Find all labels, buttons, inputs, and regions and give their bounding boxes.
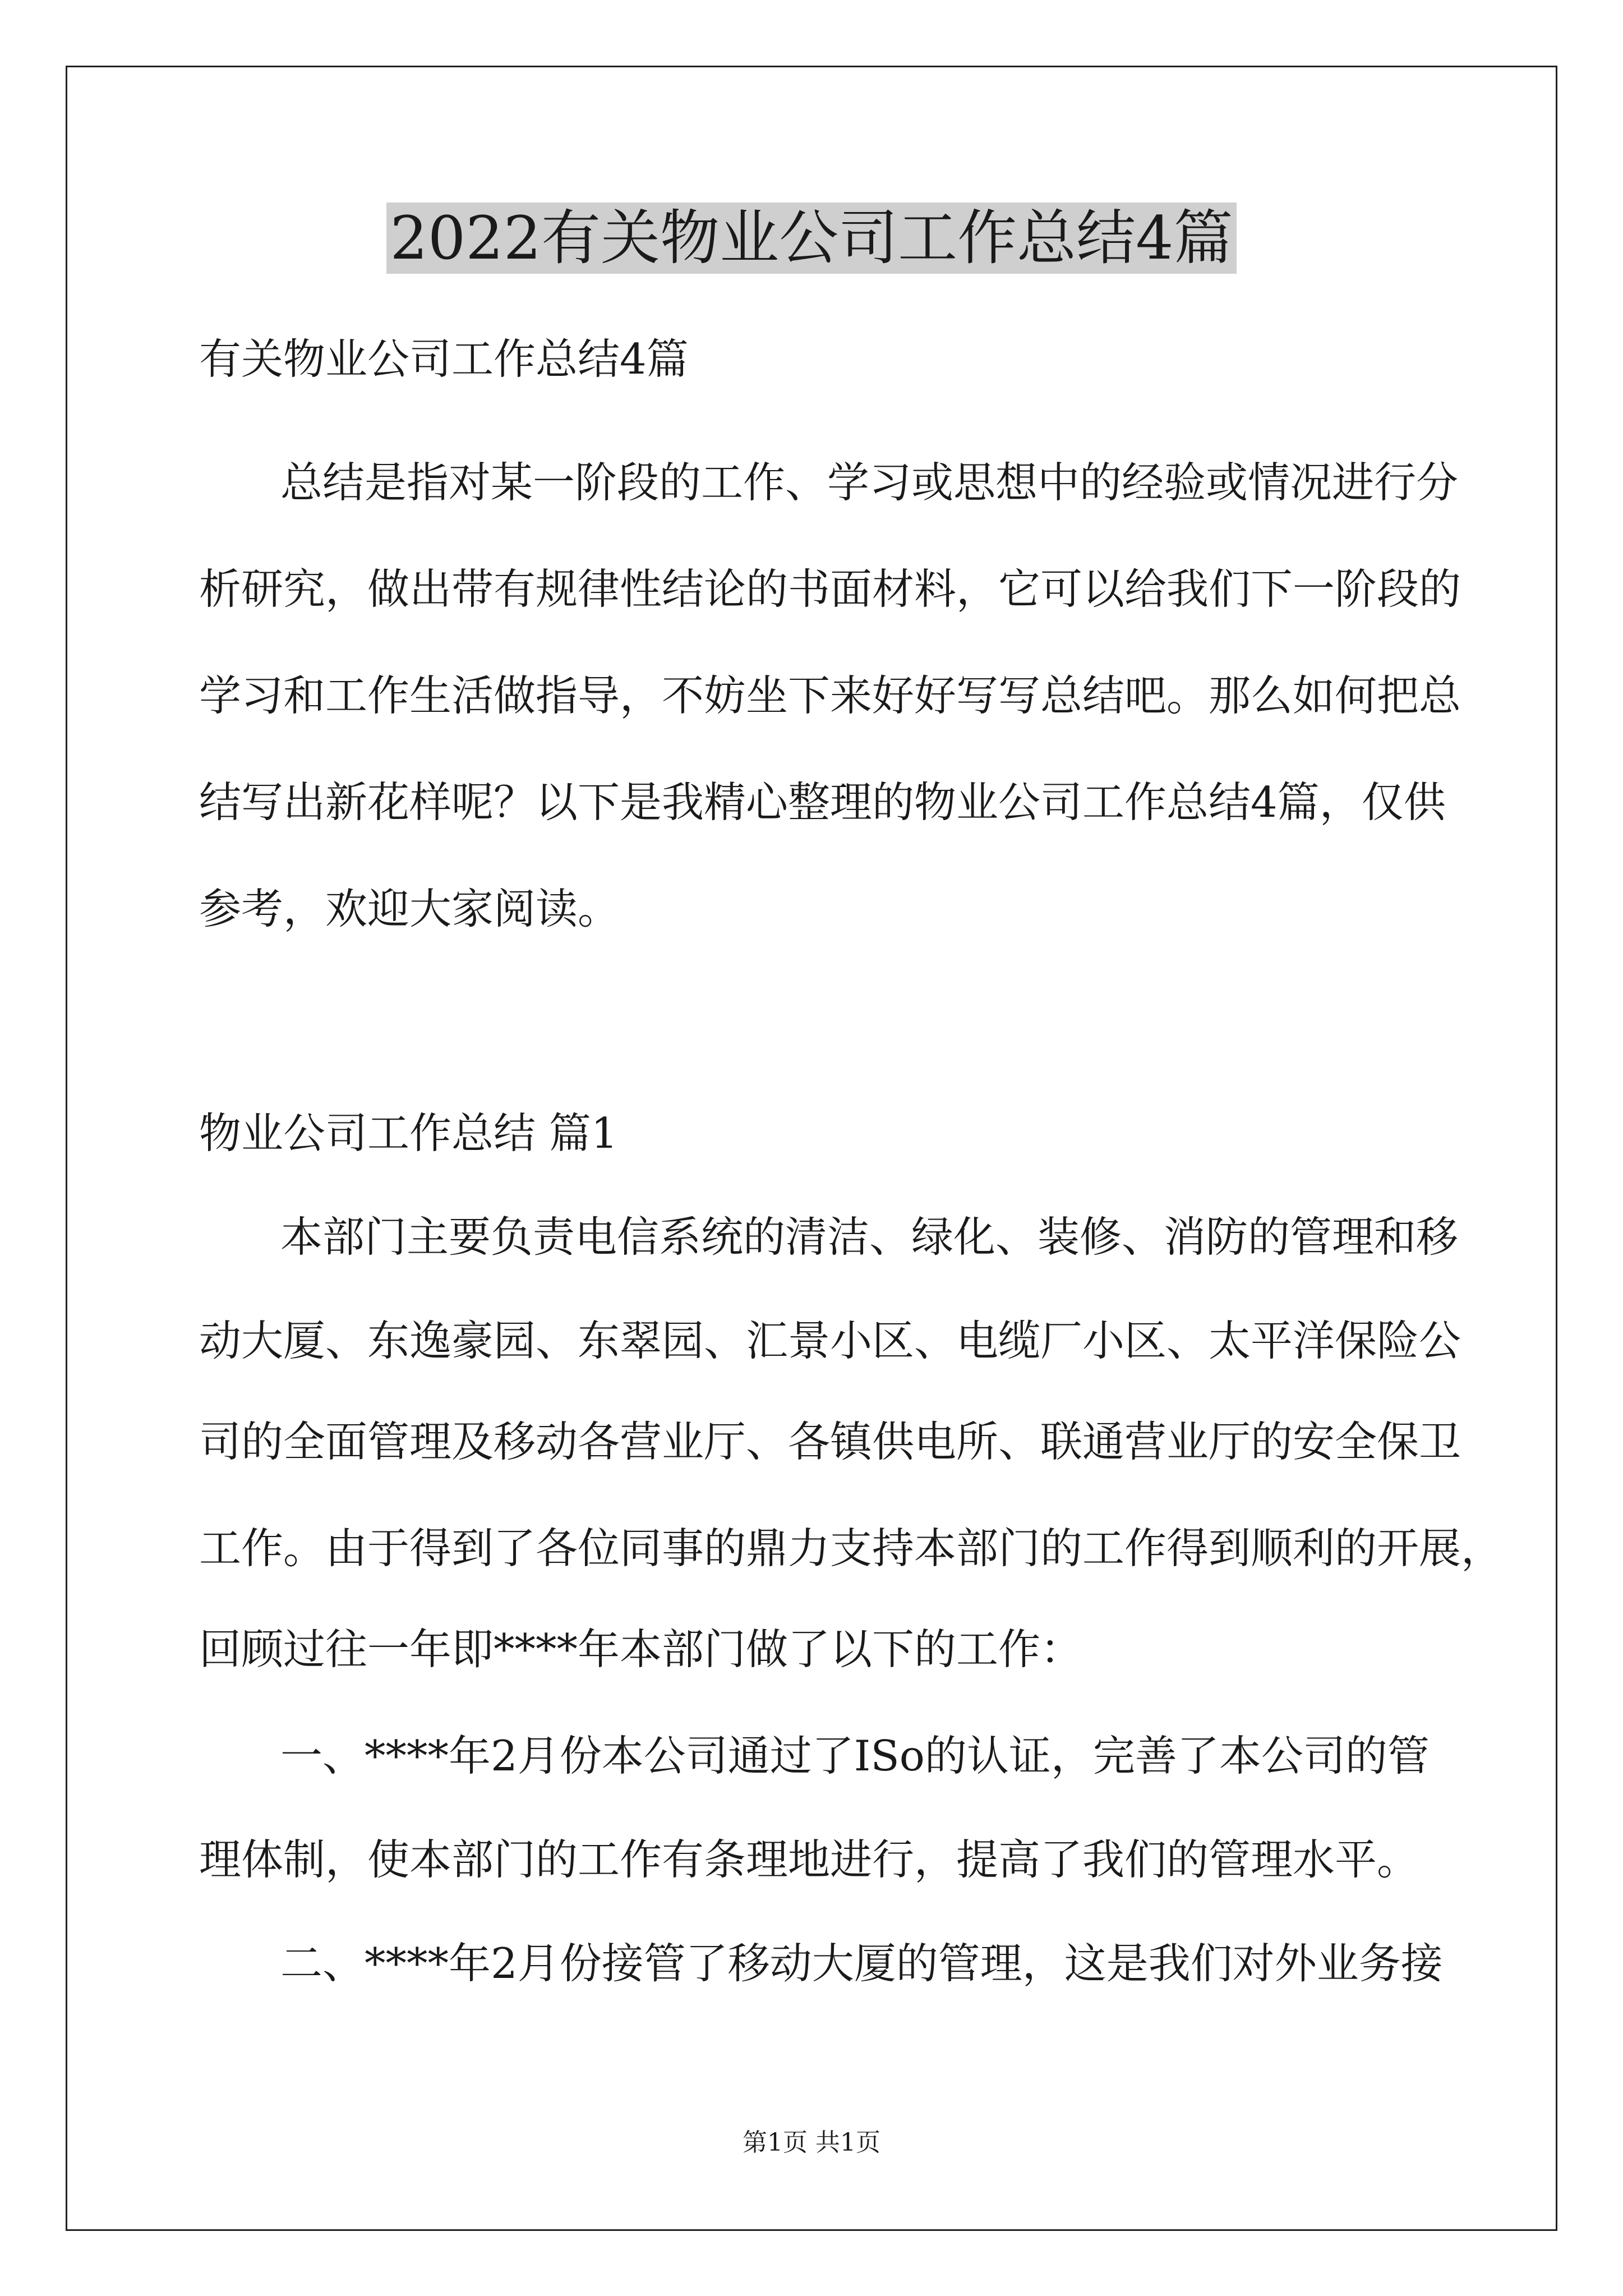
intro-line-5: 参考，欢迎大家阅读。 — [199, 884, 620, 933]
body-line-5: 回顾过往一年即****年本部门做了以下的工作： — [199, 1625, 1083, 1674]
intro-line-1: 总结是指对某一阶段的工作、学习或思想中的经验或情况进行分 — [280, 458, 1459, 507]
document-title-text: 2022有关物业公司工作总结4篇 — [386, 203, 1236, 274]
intro-line-2: 析研究，做出带有规律性结论的书面材料，它可以给我们下一阶段的 — [199, 564, 1461, 614]
body-line-1: 本部门主要负责电信系统的清洁、绿化、装修、消防的管理和移 — [280, 1212, 1459, 1262]
page-footer: 第1页 共1页 — [743, 2128, 880, 2157]
body-line-2: 动大厦、东逸豪园、东翠园、汇景小区、电缆厂小区、太平洋保险公 — [199, 1316, 1461, 1365]
document-title — [0, 199, 1623, 278]
body-line-8: 二、****年2月份接管了移动大厦的管理，这是我们对外业务接 — [280, 1939, 1443, 1988]
intro-line-4: 结写出新花样呢？以下是我精心整理的物业公司工作总结4篇，仅供 — [199, 777, 1446, 827]
intro-line-3: 学习和工作生活做指导，不妨坐下来好好写写总结吧。那么如何把总 — [199, 671, 1461, 720]
body-line-7: 理体制，使本部门的工作有条理地进行，提高了我们的管理水平。 — [199, 1835, 1419, 1884]
document-subtitle: 有关物业公司工作总结4篇 — [199, 334, 689, 384]
body-line-6: 一、****年2月份本公司通过了ISo的认证，完善了本公司的管 — [280, 1731, 1430, 1780]
section-heading: 物业公司工作总结 篇1 — [199, 1108, 618, 1158]
body-line-4: 工作。由于得到了各位同事的鼎力支持本部门的工作得到顺利的开展， — [199, 1524, 1504, 1573]
body-line-3: 司的全面管理及移动各营业厅、各镇供电所、联通营业厅的安全保卫 — [199, 1417, 1461, 1466]
